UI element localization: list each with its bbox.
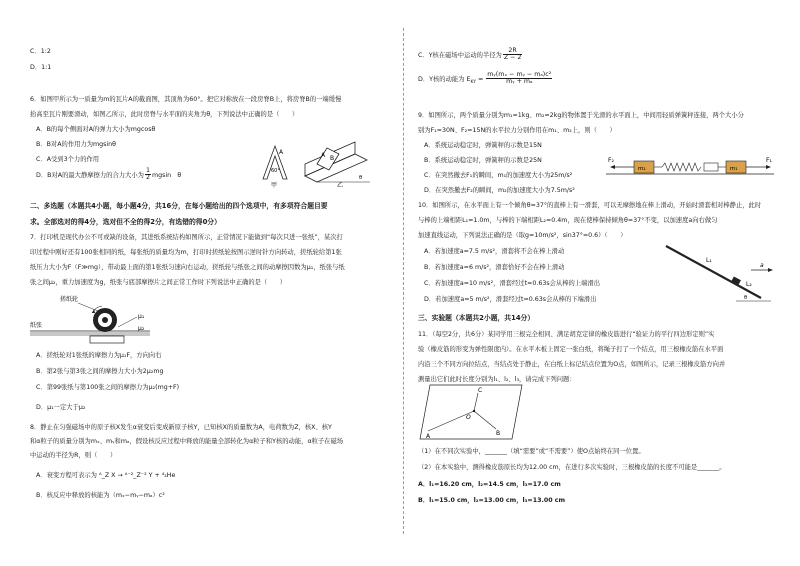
svg-text:F₁: F₁: [766, 157, 772, 164]
q6-stem-line1: 6．如图甲所示为一质量为m的瓦片A的截面图，其顶角为60°。把它对称放在一段房脊B上，将房脊B的一端缓慢: [30, 96, 342, 103]
q8-option-b: B．核反应中释放的核能为（mₓ−mᵧ−mₐ）c²: [36, 492, 165, 499]
svg-text:F₂: F₂: [608, 157, 614, 164]
q11-option-b: B．l₁=15.0 cm，l₂=13.00 cm，l₃=13.00 cm: [418, 497, 566, 504]
svg-text:m₁: m₁: [730, 166, 738, 172]
svg-text:O: O: [466, 414, 471, 421]
svg-text:A: A: [426, 433, 431, 440]
q9-stem-line1: 9．如图所示，两个质量分别为m₁=1kg、m₂=2kg的物体置于光滑的水平面上，中间用轻质弹簧秤连接，两个大小分: [418, 112, 744, 119]
column-divider: [403, 28, 404, 534]
svg-text:θ: θ: [744, 295, 748, 301]
svg-text:μ₂: μ₂: [138, 325, 145, 332]
q8-c-denominator: Z − 2: [503, 54, 522, 62]
q10-option-a: A．若加速度a=7.5 m/s²，滑套将不会在棒上滑动: [424, 248, 565, 255]
q6-option-c: C．A受到3个力的作用: [36, 156, 100, 163]
q11-stem-line4: 测量出它们此时长度分别为l₁、l₂、l₃，请完成下列问题：: [418, 376, 576, 383]
q11-question1: （1）在不同次实验中，_______（填“需要”或“不需要”）使O点始终在同一位置。: [418, 448, 645, 455]
q9-option-b: B．系统运动稳定时，弹簧秤的示数是25N: [424, 157, 542, 164]
svg-text:θ: θ: [359, 175, 363, 181]
svg-text:甲: 甲: [271, 182, 278, 188]
q11-stem-line2: 验（橡皮筋的形变为弹性限度内）。在水平木板上固定一张白纸，将绳子打了一个结点，用三根橡皮筋在水平面: [418, 346, 724, 353]
q6-option-a: A．B的每个侧面对A的弹力大小为mgcosθ: [36, 126, 156, 133]
q10-option-c: C．若加速度a=10 m/s²，滑套经过t=0.63s会从棒的上端滑出: [424, 280, 600, 287]
q8-option-a: A．衰变方程可表示为 ᴬ_Z X → ᴬ⁻²_Z⁻² Y + ⁴₂He: [36, 472, 176, 479]
q10-stem-line3: 加速直线运动，下列说法正确的是（取g=10m/s²，sin37°=0.6）（ ）: [418, 232, 627, 239]
q8-stem-line2: 和α粒子的质量分别为mₓ、mᵧ和mₐ，假设核反应过程中释放的能量全部转化为α粒子和Y核的动能，α粒子在磁场: [30, 438, 344, 445]
svg-text:C: C: [478, 387, 483, 394]
q8-c-numerator: 2R: [503, 48, 523, 55]
q6-option-b: B．B对A的作用力为mgsinθ: [36, 141, 117, 148]
q6-figure: [255, 124, 375, 188]
q6-d-numerator: 1: [145, 167, 150, 174]
q6-option-d: D．B对A的最大静摩擦力的合力大小为 $\frac{1}{2}$ mgsin θ: [36, 167, 182, 182]
q11-stem-line3: 内沿三个不同方向拉结点，当结点处于静止，在白纸上标记结点位置为O点，如图所示，记录三根橡皮筋方向并: [418, 361, 726, 368]
q5-option-c: C．1:2: [30, 48, 51, 55]
q10-figure: [646, 240, 776, 306]
section3-title: 三、实验题（本题共2小题，共14分）: [418, 314, 535, 322]
q9-option-d: D．在突然撤去F₂的瞬间，m₂的加速度大小为7.5m/s²: [424, 187, 575, 194]
svg-text:纸张: 纸张: [30, 322, 43, 329]
q7-option-c: C．第99张纸与第100张之间的摩擦力为μ₂(mg+F): [36, 384, 180, 391]
q10-option-b: B．若加速度a=6 m/s²，滑套恰好不会在棒上滑动: [424, 264, 565, 271]
svg-text:A: A: [279, 149, 284, 156]
svg-text:60°: 60°: [271, 168, 280, 174]
svg-text:L₂: L₂: [746, 281, 752, 288]
q11-figure: [418, 383, 528, 441]
q8-option-d: D．Y核的动能为 $E_{KY}$ = $\frac{\text{mᵧ(mₓ − mᵧ − mₐ)c²}}{\text{mᵧ + mₐ}}$: [418, 71, 552, 86]
q8-stem-line3: 中运动的半径为R，则（ ）: [30, 452, 117, 459]
svg-text:m₂: m₂: [638, 166, 646, 172]
q7-stem-line3: 纸压力大小为F（F≫mg），带动最上面的第1张纸匀速向右运动，搓纸轮与纸张之间的动摩擦因数为μ₁，纸张与纸: [30, 264, 345, 271]
q7-option-b: B．第2张与第3张之间的摩擦力大小为2μ₂mg: [36, 368, 164, 375]
q7-stem-line4: 张之间μ₂，重力加速度为g，纸张与底部摩擦片之间正常工作时下列说法中正确的是（ ）: [30, 279, 287, 286]
q5-option-d: D．1:1: [30, 64, 52, 71]
q7-figure: [30, 293, 160, 345]
q10-option-d: D．若加速度a=5 m/s²，滑套经过t=0.63s会从棒的下端滑出: [424, 296, 597, 303]
svg-text:搓纸轮: 搓纸轮: [60, 296, 79, 303]
svg-text:a: a: [760, 262, 764, 269]
q7-stem-line2: 印过程中刚好还有100张相同的纸，每张纸的质量均为m，打印时搓纸轮按图示逆时针方向转动，搓纸轮给第1张: [30, 249, 342, 256]
q8-d-numerator: mᵧ(mₓ − mᵧ − mₐ)c²: [487, 71, 552, 78]
svg-text:L₁: L₁: [706, 257, 712, 264]
q7-option-a: A．搓纸轮对1张纸的摩擦力为μ₁F，方向向右: [36, 352, 162, 359]
section2-title-line2: 求。全部选对的得4分，选对但不全的得2分，有选错的得0分）: [30, 218, 221, 226]
svg-text:乙: 乙: [337, 182, 344, 188]
svg-text:A: A: [321, 152, 326, 159]
svg-text:μ₁: μ₁: [138, 313, 145, 320]
q7-stem-line1: 7．打印机是现代办公不可或缺的设备，其进纸系统结构如图所示，正常情况下能做到“每次只进一张纸”，某次打: [30, 234, 343, 241]
q11-question2: （2）在本实验中，测得橡皮筋原长均为12.00 cm，在进行多次实验时，三根橡皮筋的长度不可能是_______。: [418, 464, 726, 471]
q8-option-c: C．Y核在磁场中运动的半径为 $\frac{2R}{Z - 2}$: [418, 47, 522, 62]
q11-stem-line1: 11．（每空2分，共6分）某同学用三根完全相同、满足胡克定律的橡皮筋进行“验证力的平行四边形定则”实: [418, 331, 715, 338]
section2-title-line1: 二、多选题（本题共4小题，每小题4分，共16分，在每小题给出的四个选项中，有多项符合题目要: [30, 202, 328, 210]
q6-d-denominator: 2: [145, 174, 150, 182]
q8-stem-line1: 8．静止在匀强磁场中的原子核X发生α衰变后变成新原子核Y，已知核X的质量数为A，电荷数为Z，核X、核Y: [30, 424, 332, 431]
q9-stem-line2: 别为F₁=30N、F₂=15N的水平拉力分别作用在m₁、m₂上，则（ ）: [418, 127, 616, 134]
q10-stem-line1: 10．如图所示，在水平面上有一个倾角θ=37°的直棒上有一滑套，可以无摩擦地在棒上滑动，开始时滑套相对棒静止，此时: [418, 202, 762, 209]
q9-figure: [606, 152, 776, 182]
q7-option-d: D．μ₁一定大于μ₂: [36, 404, 86, 411]
svg-text:B: B: [496, 430, 501, 437]
svg-text:B: B: [330, 155, 335, 162]
q8-d-denominator: mᵧ + mₐ: [506, 78, 533, 86]
q11-option-a: A．l₁=16.20 cm，l₂=14.5 cm，l₃=17.0 cm: [418, 481, 561, 488]
q6-stem-line2: 抬高至瓦片刚要滑动，如图乙所示，此时房脊与水平面的夹角为θ，下列说法中正确的是（ ）: [30, 111, 299, 118]
q9-option-c: C．在突然撤去F₁的瞬间，m₁的加速度大小为25m/s²: [424, 172, 573, 179]
q9-option-a: A．系统运动稳定时，弹簧秤的示数是15N: [424, 142, 542, 149]
q10-stem-line2: 与棒的上端相距L₁=1.0m，与棒的下端相距L₂=0.4m，现在使棒保持倾角θ=37°不变，以加速度a向右做匀: [418, 217, 718, 224]
